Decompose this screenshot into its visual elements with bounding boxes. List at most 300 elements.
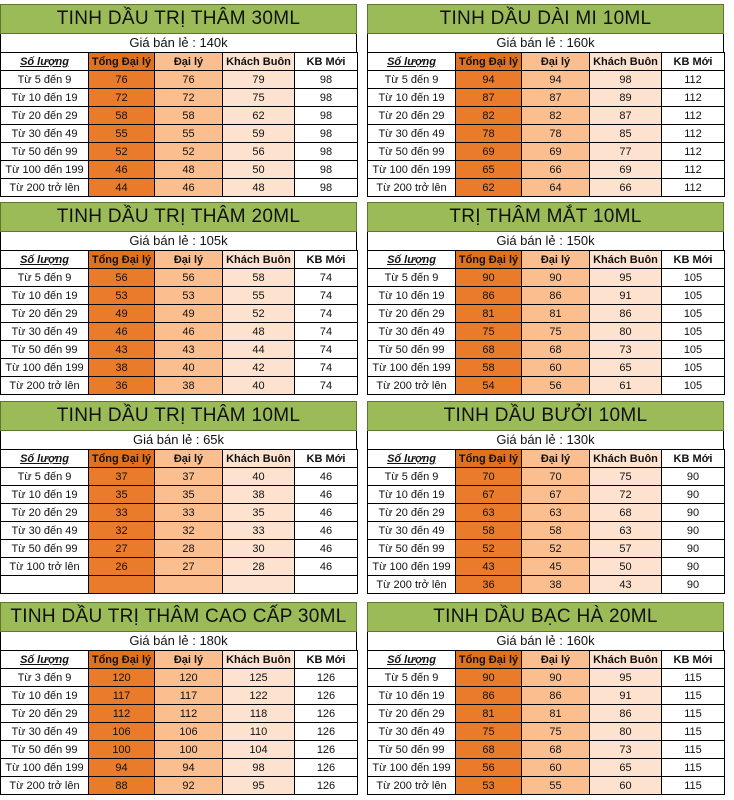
table-row: [368, 669, 725, 687]
cell-kb: 125: [223, 669, 295, 687]
cell-kbm: 126: [295, 669, 358, 687]
cell-dl: 48: [155, 161, 223, 179]
cell-dl: 120: [155, 669, 223, 687]
table-row: [368, 359, 725, 377]
table-row: [1, 504, 358, 522]
cell-qty: Từ 30 đến 49: [1, 522, 89, 540]
table-row: [368, 468, 725, 486]
price-block: [0, 401, 357, 594]
cell-tdl: 67: [456, 486, 522, 504]
cell-qty: Từ 20 đến 29: [1, 705, 89, 723]
cell-dl: 94: [522, 71, 590, 89]
column-header-tdl: Tổng Đại lý: [456, 53, 522, 71]
cell-dl: 56: [155, 269, 223, 287]
table-row: [1, 71, 358, 89]
table-row: [368, 558, 725, 576]
cell-tdl: 75: [456, 723, 522, 741]
header-row: [1, 651, 358, 669]
cell-qty: Từ 200 trở lên: [1, 377, 89, 395]
table-row: [1, 777, 358, 795]
cell-tdl: 120: [89, 669, 155, 687]
cell-tdl: 58: [456, 522, 522, 540]
retail-price: Giá bán lẻ : 160k: [367, 34, 724, 52]
cell-kbm: 115: [662, 741, 725, 759]
column-header-qty: Số lượng: [368, 251, 456, 269]
cell-kb: 40: [223, 468, 295, 486]
cell-dl: 55: [522, 777, 590, 795]
cell-kb: 44: [223, 341, 295, 359]
table-row: [1, 576, 358, 594]
cell-tdl: 58: [456, 359, 522, 377]
cell-qty: Từ 200 trở lên: [1, 777, 89, 795]
table-row: [1, 759, 358, 777]
cell-kbm: 90: [662, 522, 725, 540]
cell-tdl: 90: [456, 269, 522, 287]
column-header-tdl: Tổng Đại lý: [89, 651, 155, 669]
cell-kb: 79: [223, 71, 295, 89]
column-header-dl: Đại lý: [155, 251, 223, 269]
cell-dl: 64: [522, 179, 590, 197]
cell-kb: 104: [223, 741, 295, 759]
cell-tdl: 53: [89, 287, 155, 305]
table-row: [368, 705, 725, 723]
price-table: [0, 449, 358, 594]
column-header-qty: Số lượng: [1, 450, 89, 468]
cell-qty: Từ 200 trở lên: [368, 777, 456, 795]
cell-qty: Từ 100 đến 199: [1, 161, 89, 179]
cell-qty: Từ 5 đến 9: [368, 669, 456, 687]
cell-dl: 33: [155, 504, 223, 522]
table-row: [1, 287, 358, 305]
cell-kb: 95: [590, 669, 662, 687]
cell-tdl: 43: [89, 341, 155, 359]
table-row: [1, 125, 358, 143]
cell-qty: Từ 30 đến 49: [1, 125, 89, 143]
cell-dl: 58: [155, 107, 223, 125]
cell-dl: 86: [522, 287, 590, 305]
table-row: [1, 143, 358, 161]
cell-dl: 81: [522, 305, 590, 323]
cell-tdl: 52: [456, 540, 522, 558]
cell-dl: 52: [155, 143, 223, 161]
price-block: [0, 4, 357, 197]
cell-qty: Từ 50 đến 99: [1, 341, 89, 359]
cell-tdl: 81: [456, 305, 522, 323]
cell-qty: Từ 100 đến 199: [368, 359, 456, 377]
table-row: [1, 705, 358, 723]
cell-dl: 112: [155, 705, 223, 723]
cell-dl: 72: [155, 89, 223, 107]
cell-qty: Từ 5 đến 9: [1, 269, 89, 287]
cell-qty: Từ 50 đến 99: [368, 741, 456, 759]
cell-dl: 46: [155, 323, 223, 341]
retail-price: Giá bán lẻ : 65k: [0, 431, 357, 449]
product-title: TINH DẦU BẠC HÀ 20ML: [367, 602, 724, 632]
cell-dl: 46: [155, 179, 223, 197]
table-row: [1, 540, 358, 558]
cell-tdl: 56: [89, 269, 155, 287]
cell-qty: Từ 5 đến 9: [368, 269, 456, 287]
cell-kbm: 90: [662, 504, 725, 522]
product-title: TINH DẦU DÀI MI 10ML: [367, 4, 724, 34]
cell-qty: Từ 5 đến 9: [368, 71, 456, 89]
cell-dl: 90: [522, 269, 590, 287]
table-row: [1, 669, 358, 687]
cell-tdl: 54: [456, 377, 522, 395]
table-row: [1, 723, 358, 741]
cell-kbm: 112: [662, 71, 725, 89]
cell-kb: 42: [223, 359, 295, 377]
cell-kbm: 74: [295, 305, 358, 323]
retail-price: Giá bán lẻ : 150k: [367, 232, 724, 250]
cell-kb: 60: [590, 777, 662, 795]
cell-kb: 61: [590, 377, 662, 395]
cell-tdl: 46: [89, 323, 155, 341]
cell-kb: 86: [590, 705, 662, 723]
cell-kb: 50: [223, 161, 295, 179]
column-header-dl: Đại lý: [522, 450, 590, 468]
cell-dl: 81: [522, 705, 590, 723]
cell-kb: 28: [223, 558, 295, 576]
header-row: [368, 251, 725, 269]
cell-kbm: 126: [295, 723, 358, 741]
cell-kb: 40: [223, 377, 295, 395]
cell-dl: 68: [522, 341, 590, 359]
cell-kb: 98: [590, 71, 662, 89]
cell-kbm: 115: [662, 705, 725, 723]
cell-dl: 70: [522, 468, 590, 486]
cell-kbm: 126: [295, 759, 358, 777]
price-block: [0, 602, 357, 795]
cell-kb: 72: [590, 486, 662, 504]
column-header-dl: Đại lý: [155, 53, 223, 71]
cell-tdl: 36: [456, 576, 522, 594]
cell-qty: Từ 20 đến 29: [1, 305, 89, 323]
table-row: [368, 269, 725, 287]
header-row: [1, 53, 358, 71]
cell-kbm: 105: [662, 269, 725, 287]
cell-tdl: 37: [89, 468, 155, 486]
cell-kb: 30: [223, 540, 295, 558]
cell-tdl: 33: [89, 504, 155, 522]
cell-tdl: 63: [456, 504, 522, 522]
cell-qty: Từ 100 đến 199: [1, 359, 89, 377]
table-row: [368, 723, 725, 741]
cell-tdl: 58: [89, 107, 155, 125]
cell-dl: 106: [155, 723, 223, 741]
header-row: [368, 450, 725, 468]
table-row: [1, 359, 358, 377]
cell-tdl: 82: [456, 107, 522, 125]
cell-tdl: 117: [89, 687, 155, 705]
cell-dl: 60: [522, 759, 590, 777]
cell-tdl: 56: [456, 759, 522, 777]
cell-tdl: 36: [89, 377, 155, 395]
cell-kbm: 46: [295, 558, 358, 576]
column-header-qty: Số lượng: [368, 53, 456, 71]
cell-dl: 92: [155, 777, 223, 795]
column-header-dl: Đại lý: [155, 651, 223, 669]
cell-tdl: 81: [456, 705, 522, 723]
cell-tdl: 87: [456, 89, 522, 107]
cell-kbm: 98: [295, 71, 358, 89]
cell-qty: Từ 5 đến 9: [368, 468, 456, 486]
cell-kb: 63: [590, 522, 662, 540]
cell-dl: 27: [155, 558, 223, 576]
cell-kb: 38: [223, 486, 295, 504]
cell-kb: 65: [590, 359, 662, 377]
table-row: [1, 89, 358, 107]
table-row: [368, 341, 725, 359]
table-row: [1, 377, 358, 395]
column-header-kbm: KB Mới: [662, 651, 725, 669]
retail-price: Giá bán lẻ : 140k: [0, 34, 357, 52]
cell-kb: 85: [590, 125, 662, 143]
cell-kbm: 112: [662, 125, 725, 143]
cell-tdl: 106: [89, 723, 155, 741]
cell-qty: Từ 30 đến 49: [368, 323, 456, 341]
cell-kbm: 112: [662, 179, 725, 197]
cell-kbm: 46: [295, 504, 358, 522]
cell-dl: 63: [522, 504, 590, 522]
cell-tdl: 76: [89, 71, 155, 89]
cell-dl: 86: [522, 687, 590, 705]
cell-dl: 43: [155, 341, 223, 359]
table-row: [368, 125, 725, 143]
cell-kb: 56: [223, 143, 295, 161]
cell-qty: Từ 10 đến 19: [1, 287, 89, 305]
cell-qty: Từ 30 đến 49: [1, 323, 89, 341]
column-header-kb: Khách Buôn: [223, 450, 295, 468]
cell-qty: Từ 200 trở lên: [368, 179, 456, 197]
cell-dl: 68: [522, 741, 590, 759]
header-row: [1, 450, 358, 468]
cell-qty: Từ 10 đến 19: [368, 486, 456, 504]
column-header-kbm: KB Mới: [295, 251, 358, 269]
table-row: [1, 468, 358, 486]
cell-qty: Từ 10 đến 19: [368, 287, 456, 305]
cell-tdl: 65: [456, 161, 522, 179]
cell-qty: Từ 20 đến 29: [1, 107, 89, 125]
cell-qty: Từ 200 trở lên: [1, 179, 89, 197]
cell-kbm: 98: [295, 89, 358, 107]
cell-kbm: 105: [662, 341, 725, 359]
cell-kbm: 98: [295, 143, 358, 161]
cell-qty: Từ 20 đến 29: [1, 504, 89, 522]
cell-kbm: 90: [662, 576, 725, 594]
cell-kbm: 98: [295, 107, 358, 125]
cell-kbm: 98: [295, 125, 358, 143]
cell-qty: Từ 50 đến 99: [368, 341, 456, 359]
cell-kb: 122: [223, 687, 295, 705]
cell-dl: 82: [522, 107, 590, 125]
table-row: [1, 486, 358, 504]
table-row: [1, 687, 358, 705]
cell-kb: 75: [223, 89, 295, 107]
cell-kbm: 90: [662, 468, 725, 486]
price-block: [367, 202, 724, 395]
cell-dl: 78: [522, 125, 590, 143]
product-title: TINH DẦU TRỊ THÂM 30ML: [0, 4, 357, 34]
cell-kbm: 74: [295, 341, 358, 359]
cell-tdl: 44: [89, 179, 155, 197]
cell-tdl: 100: [89, 741, 155, 759]
column-header-kb: Khách Buôn: [590, 651, 662, 669]
column-header-dl: Đại lý: [155, 450, 223, 468]
cell-kbm: 112: [662, 107, 725, 125]
column-header-qty: Số lượng: [1, 651, 89, 669]
cell-tdl: 94: [456, 71, 522, 89]
price-table: [0, 650, 358, 795]
cell-kb: 118: [223, 705, 295, 723]
cell-tdl: 68: [456, 341, 522, 359]
cell-kbm: 115: [662, 723, 725, 741]
cell-dl: 58: [522, 522, 590, 540]
cell-kbm: 90: [662, 486, 725, 504]
cell-kb: 98: [223, 759, 295, 777]
cell-kbm: 126: [295, 777, 358, 795]
retail-price: Giá bán lẻ : 160k: [367, 632, 724, 650]
table-row: [1, 741, 358, 759]
cell-dl: 67: [522, 486, 590, 504]
header-row: [368, 651, 725, 669]
cell-qty: Từ 100 trở lên: [1, 558, 89, 576]
cell-kbm: 105: [662, 323, 725, 341]
product-title: TINH DẦU BƯỞI 10ML: [367, 401, 724, 431]
table-row: [368, 777, 725, 795]
header-row: [368, 53, 725, 71]
cell-kb: 77: [590, 143, 662, 161]
cell-kb: 48: [223, 323, 295, 341]
column-header-kbm: KB Mới: [662, 53, 725, 71]
cell-kb: 68: [590, 504, 662, 522]
cell-kbm: 126: [295, 741, 358, 759]
cell-dl: 38: [522, 576, 590, 594]
table-row: [368, 287, 725, 305]
column-header-qty: Số lượng: [1, 53, 89, 71]
product-title: TINH DẦU TRỊ THÂM 10ML: [0, 401, 357, 431]
cell-kb: 86: [590, 305, 662, 323]
cell-kb: 55: [223, 287, 295, 305]
table-row: [368, 486, 725, 504]
cell-kbm: 112: [662, 143, 725, 161]
cell-kbm: 112: [662, 161, 725, 179]
table-row: [1, 305, 358, 323]
cell-dl: 37: [155, 468, 223, 486]
price-block: [367, 4, 724, 197]
cell-kb: 80: [590, 323, 662, 341]
cell-kbm: 46: [295, 522, 358, 540]
table-row: [368, 143, 725, 161]
cell-qty: Từ 20 đến 29: [368, 305, 456, 323]
retail-price: Giá bán lẻ : 180k: [0, 632, 357, 650]
table-row: [368, 89, 725, 107]
cell-qty: Từ 100 đến 199: [368, 161, 456, 179]
cell-kb: 95: [590, 269, 662, 287]
cell-tdl: [89, 576, 155, 594]
product-title: TINH DẦU TRỊ THÂM CAO CẤP 30ML: [0, 602, 357, 632]
cell-kb: 87: [590, 107, 662, 125]
column-header-dl: Đại lý: [522, 651, 590, 669]
cell-qty: Từ 10 đến 19: [1, 89, 89, 107]
column-header-kb: Khách Buôn: [223, 651, 295, 669]
cell-qty: Từ 10 đến 19: [1, 486, 89, 504]
column-header-kbm: KB Mới: [662, 450, 725, 468]
cell-qty: Từ 30 đến 49: [368, 522, 456, 540]
product-title: TRỊ THÂM MẮT 10ML: [367, 202, 724, 232]
column-header-kb: Khách Buôn: [590, 53, 662, 71]
cell-dl: 75: [522, 723, 590, 741]
cell-qty: Từ 50 đến 99: [1, 741, 89, 759]
table-row: [368, 687, 725, 705]
cell-tdl: 49: [89, 305, 155, 323]
cell-dl: 52: [522, 540, 590, 558]
cell-dl: 75: [522, 323, 590, 341]
cell-dl: 56: [522, 377, 590, 395]
table-row: [368, 540, 725, 558]
cell-dl: 38: [155, 377, 223, 395]
cell-dl: 69: [522, 143, 590, 161]
cell-kbm: [295, 576, 358, 594]
cell-kbm: 98: [295, 179, 358, 197]
cell-qty: Từ 30 đến 49: [368, 723, 456, 741]
cell-dl: 55: [155, 125, 223, 143]
price-block: [0, 202, 357, 395]
cell-qty: Từ 50 đến 99: [368, 540, 456, 558]
cell-dl: 76: [155, 71, 223, 89]
column-header-tdl: Tổng Đại lý: [456, 651, 522, 669]
cell-tdl: 55: [89, 125, 155, 143]
cell-tdl: 75: [456, 323, 522, 341]
cell-kbm: 46: [295, 540, 358, 558]
cell-qty: Từ 100 đến 199: [368, 759, 456, 777]
table-row: [368, 179, 725, 197]
retail-price: Giá bán lẻ : 130k: [367, 431, 724, 449]
cell-qty: Từ 200 trở lên: [368, 377, 456, 395]
table-row: [1, 522, 358, 540]
cell-kb: 59: [223, 125, 295, 143]
price-table: [367, 449, 725, 594]
cell-kb: 43: [590, 576, 662, 594]
cell-dl: 28: [155, 540, 223, 558]
cell-qty: Từ 100 đến 199: [368, 558, 456, 576]
cell-dl: 35: [155, 486, 223, 504]
column-header-qty: Số lượng: [368, 651, 456, 669]
cell-kbm: 105: [662, 377, 725, 395]
cell-dl: 66: [522, 161, 590, 179]
cell-dl: 60: [522, 359, 590, 377]
price-table: [0, 250, 358, 395]
price-table: [367, 650, 725, 795]
cell-tdl: 70: [456, 468, 522, 486]
cell-dl: 100: [155, 741, 223, 759]
cell-kb: 48: [223, 179, 295, 197]
column-header-kbm: KB Mới: [295, 450, 358, 468]
column-header-tdl: Tổng Đại lý: [89, 450, 155, 468]
cell-dl: 32: [155, 522, 223, 540]
cell-kb: 80: [590, 723, 662, 741]
cell-kbm: 74: [295, 269, 358, 287]
column-header-kbm: KB Mới: [295, 651, 358, 669]
cell-kbm: 46: [295, 486, 358, 504]
column-header-tdl: Tổng Đại lý: [89, 53, 155, 71]
cell-kb: 91: [590, 287, 662, 305]
cell-dl: 49: [155, 305, 223, 323]
cell-dl: 94: [155, 759, 223, 777]
cell-kbm: 74: [295, 359, 358, 377]
column-header-qty: Số lượng: [1, 251, 89, 269]
cell-kbm: 105: [662, 305, 725, 323]
